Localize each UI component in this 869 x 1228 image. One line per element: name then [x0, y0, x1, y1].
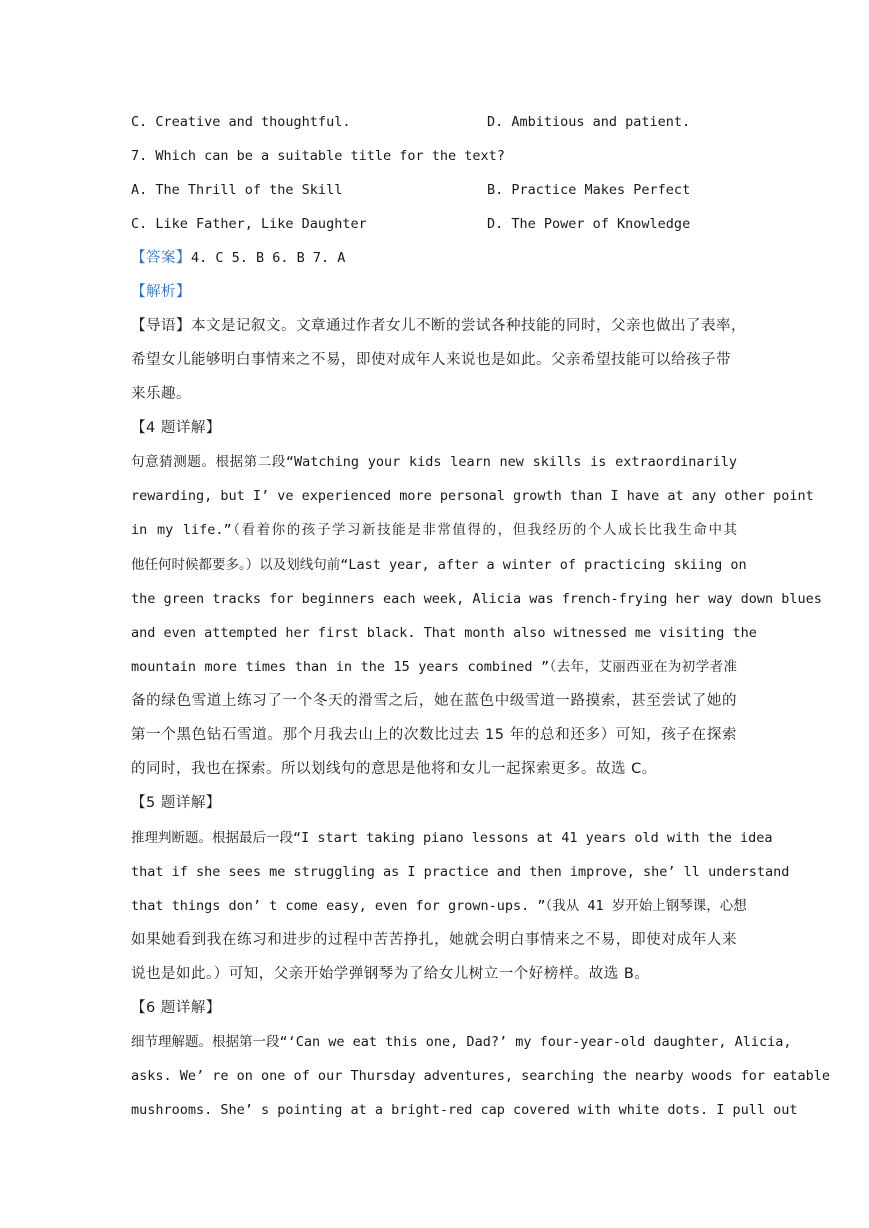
option-row — [131, 214, 691, 234]
q5-line: 推理判断题。根据最后一段“I start taking piano lessons at 41 years old with the idea — [131, 830, 773, 846]
q6-line: asks. We’ re on one of our Thursday adventures, searching the nearby woods for eatable — [131, 1068, 830, 1084]
q4-line: in my life.”（看着你的孩子学习新技能是非常值得的，但我经历的个人成长比我生命中其 — [131, 522, 737, 538]
q4-line: 备的绿色雪道上练习了一个冬天的滑雪之后，她在蓝色中级雪道一路摸索，甚至尝试了她的 — [131, 693, 737, 709]
option-a: A. The Thrill of the Skill — [131, 182, 343, 198]
option-d: D. Ambitious and patient. — [487, 114, 691, 130]
q5-heading: 【5 题详解】 — [131, 795, 221, 811]
q4-line: and even attempted her first black. That month also witnessed me visiting the — [131, 625, 757, 641]
guide-line-3: 来乐趣。 — [131, 386, 191, 402]
q6-line: 细节理解题。根据第一段“‘Can we eat this one, Dad?’ my four-year-old daughter, Alicia, — [131, 1034, 792, 1050]
q5-line: that if she sees me struggling as I practice and then improve, she’ ll understand — [131, 864, 790, 880]
q6-line: mushrooms. She’ s pointing at a bright-red cap covered with white dots. I pull out — [131, 1102, 798, 1118]
option-row — [131, 112, 691, 132]
q4-line: 的同时，我也在探索。所以划线句的意思是他将和女儿一起探索更多。故选 C。 — [131, 761, 657, 777]
analysis-label: 【解析】 — [131, 284, 191, 300]
q6-heading: 【6 题详解】 — [131, 1000, 221, 1016]
q4-line: 第一个黑色钻石雪道。那个月我去山上的次数比过去 15 年的总和还多）可知，孩子在探索 — [131, 727, 737, 743]
q5-line: 说也是如此。）可知，父亲开始学弹钢琴为了给女儿树立一个好榜样。故选 B。 — [131, 966, 650, 982]
q4-line: 句意猜测题。根据第二段“Watching your kids learn new skills is extraordinarily — [131, 454, 737, 470]
q4-line: the green tracks for beginners each week, Alicia was french-frying her way down blues — [131, 591, 822, 607]
guide-line-2: 希望女儿能够明白事情来之不易，即使对成年人来说也是如此。父亲希望技能可以给孩子带 — [131, 352, 731, 368]
q5-line: 如果她看到我在练习和进步的过程中苦苦挣扎，她就会明白事情来之不易，即使对成年人来 — [131, 932, 737, 948]
answer-label: 【答案】 — [131, 250, 191, 266]
answer-text: 4. C 5. B 6. B 7. A — [191, 250, 346, 266]
q4-line: 他任何时候都要多。）以及划线句前“Last year, after a winter of practicing skiing on — [131, 557, 747, 573]
option-c: C. Creative and thoughtful. — [131, 114, 351, 130]
q4-line: rewarding, but I’ ve experienced more personal growth than I have at any other point — [131, 488, 814, 504]
q4-line: mountain more times than in the 15 years combined ”（去年，艾丽西亚在为初学者准 — [131, 659, 737, 675]
guide-line-1: 【导语】本文是记叙文。文章通过作者女儿不断的尝试各种技能的同时，父亲也做出了表率， — [131, 318, 746, 334]
option-row — [131, 180, 691, 200]
option-b: B. Practice Makes Perfect — [487, 182, 691, 198]
q4-heading: 【4 题详解】 — [131, 420, 221, 436]
option-c: C. Like Father, Like Daughter — [131, 216, 367, 232]
option-d: D. The Power of Knowledge — [487, 216, 691, 232]
q5-line: that things don’ t come easy, even for grown-ups. ”（我从 41 岁开始上钢琴课，心想 — [131, 898, 747, 914]
question-7-stem: 7. Which can be a suitable title for the text? — [131, 148, 505, 164]
answer-line — [131, 248, 345, 268]
